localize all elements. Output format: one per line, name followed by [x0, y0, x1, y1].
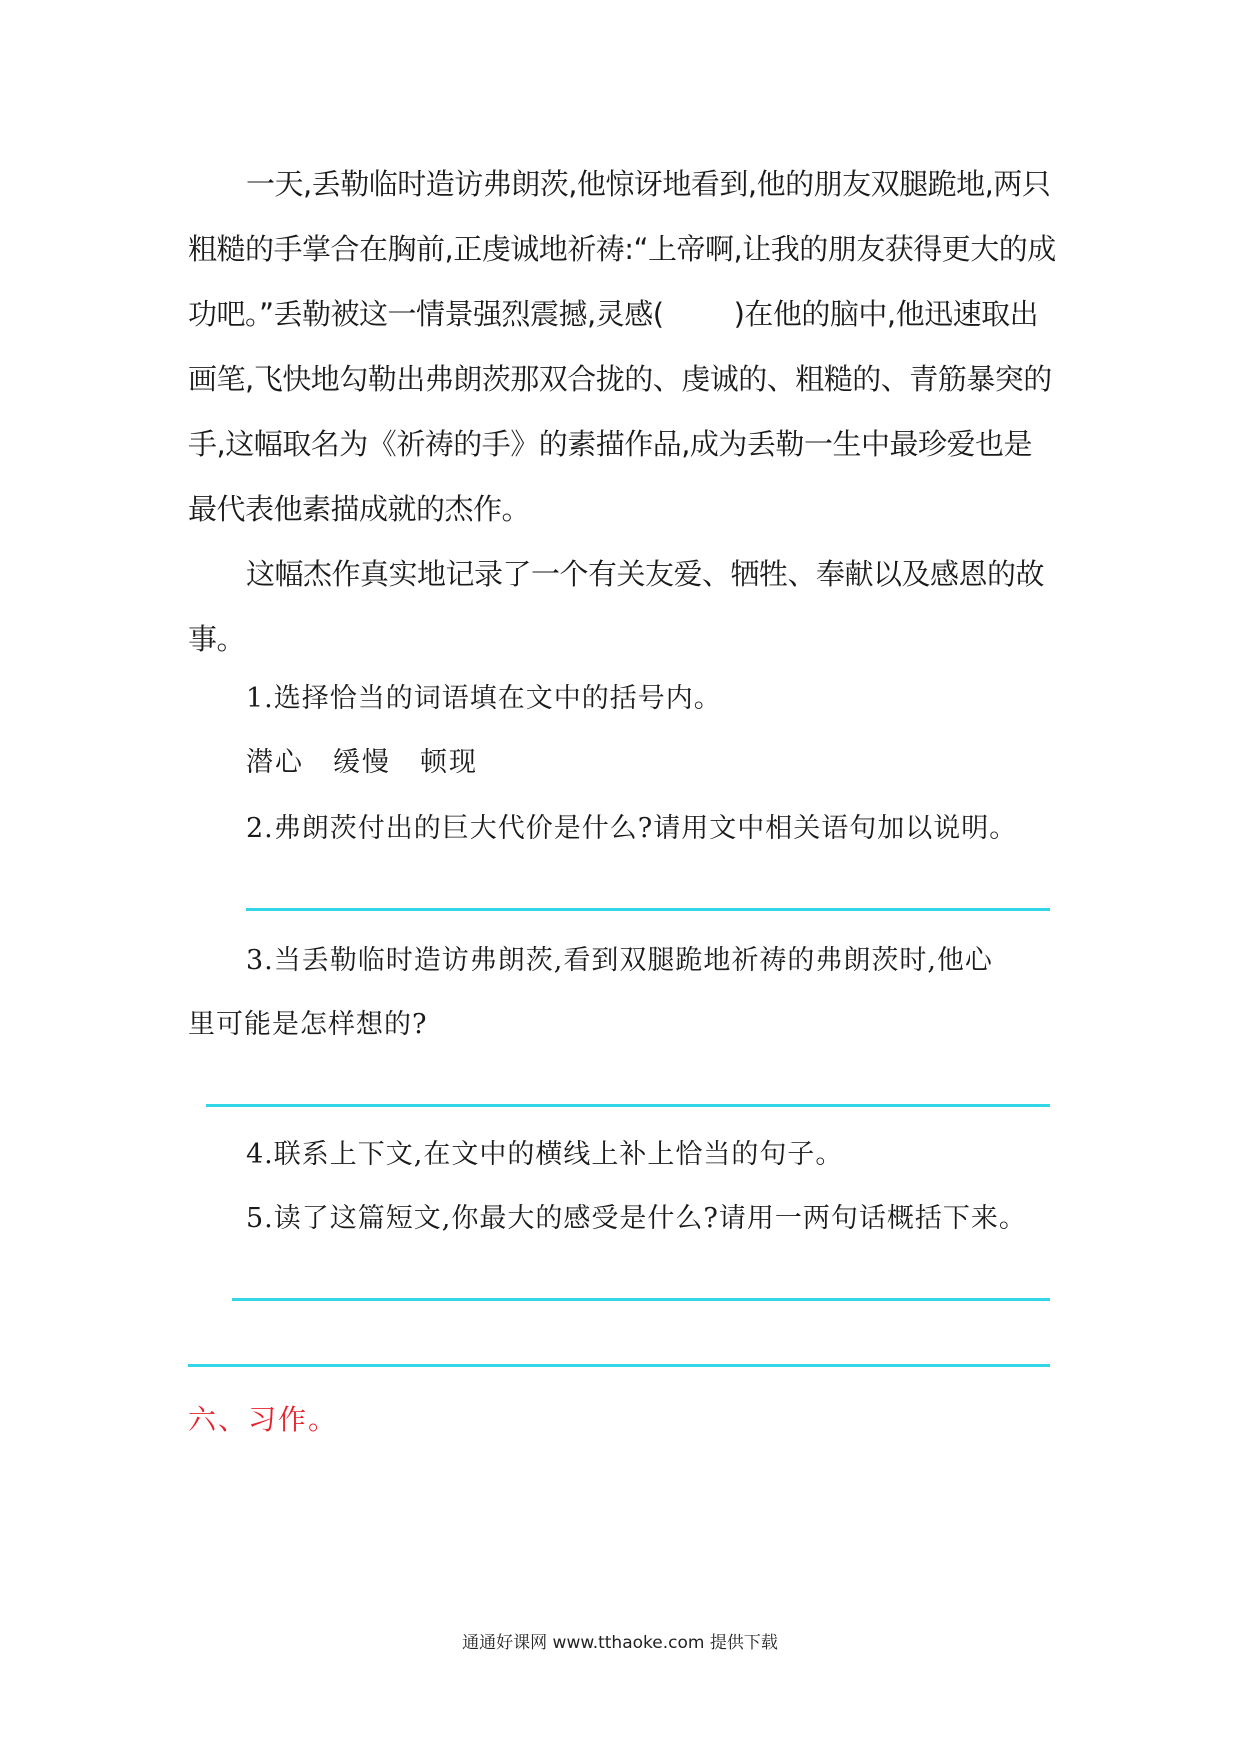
passage-paragraph-2: 这幅杰作真实地记录了一个有关友爱、牺牲、奉献以及感恩的故事。 [188, 557, 1045, 656]
question-4: 4.联系上下文,在文中的横线上补上恰当的句子。 [246, 1139, 844, 1170]
answer-line-q3[interactable] [206, 1104, 1050, 1107]
passage-paragraph-1-part-1: 一天,丢勒临时造访弗朗茨,他惊讶地看到,他的朋友双腿跪地,两只粗糙的手掌合在胸前,正虔诚地祈祷:“上帝啊,让我的朋友获得更大的成功吧。”丢勒被这一情景强烈震撼,灵感( [188, 167, 1056, 331]
passage-paragraph-1-part-2: )在他的脑中,他迅速取出画笔,飞快地勾勒出弗朗茨那双合拢的、虔诚的、粗糙的、青筋暴突的手,这幅取名为《祈祷的手》的素描作品,成为丢勒一生中最珍爱也是最代表他素描成就的杰作。 [188, 297, 1052, 526]
section-six-title: 六、习作。 [188, 1403, 339, 1436]
passage-paragraph-1 [188, 152, 1060, 542]
answer-line-q2[interactable] [246, 908, 1050, 911]
question-5: 5.读了这篇短文,你最大的感受是什么?请用一两句话概括下来。 [246, 1203, 1027, 1234]
question-1-options: 潜心 缓慢 顿现 [246, 747, 478, 778]
question-3-line-1: 3.当丢勒临时造访弗朗茨,看到双腿跪地祈祷的弗朗茨时,他心 [246, 945, 993, 976]
answer-line-q5-1[interactable] [232, 1298, 1050, 1301]
footer-credit: 通通好课网 www.tthaoke.com 提供下载 [462, 1633, 778, 1653]
question-1: 1.选择恰当的词语填在文中的括号内。 [246, 683, 722, 714]
question-2: 2.弗朗茨付出的巨大代价是什么?请用文中相关语句加以说明。 [246, 813, 1018, 844]
answer-line-q5-2[interactable] [188, 1364, 1050, 1367]
reading-passage [188, 152, 1060, 672]
question-3-line-2: 里可能是怎样想的? [188, 1009, 428, 1040]
